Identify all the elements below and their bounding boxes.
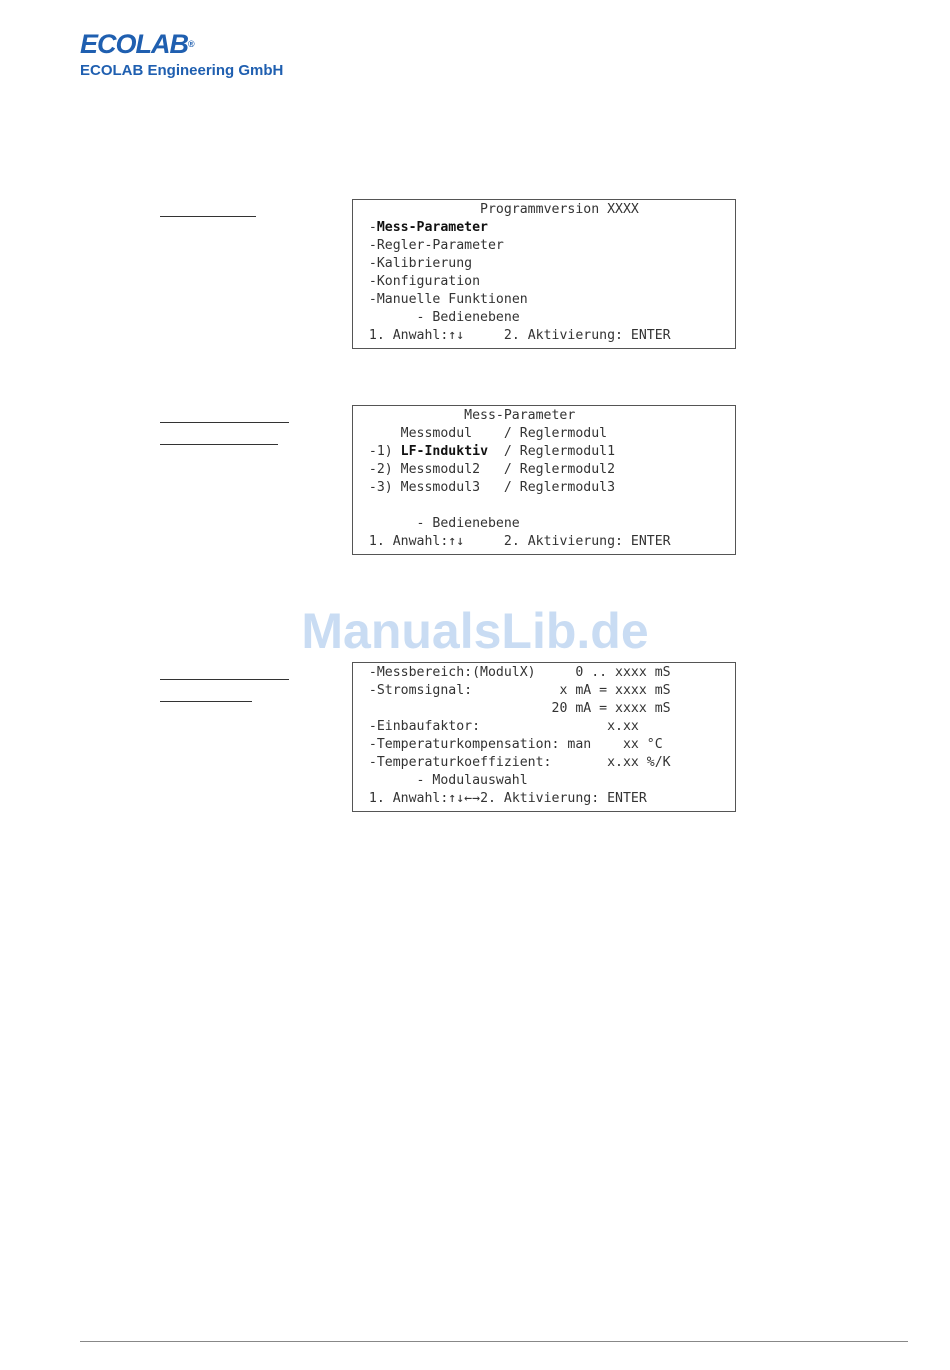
module-row-2[interactable]: -2) Messmodul2 / Reglermodul2 xyxy=(368,462,616,477)
menu-item-kalibrierung[interactable]: -Kalibrierung xyxy=(368,256,473,271)
screen-footer: 1. Anwahl:↑↓ 2. Aktivierung: ENTER xyxy=(368,328,671,343)
blank-line xyxy=(160,422,289,423)
company-name: ECOLAB Engineering GmbH xyxy=(80,62,284,79)
screen-footer: 1. Anwahl:↑↓ 2. Aktivierung: ENTER xyxy=(368,534,671,549)
watermark: ManualsLib.de xyxy=(301,603,649,659)
blank-line xyxy=(160,679,289,680)
setting-stromsignal-20ma[interactable]: 20 mA = xxxx mS xyxy=(368,701,671,716)
screen-footer: 1. Anwahl:↑↓←→2. Aktivierung: ENTER xyxy=(368,791,647,806)
menu-item-konfiguration[interactable]: -Konfiguration xyxy=(368,274,481,289)
setting-temperaturkompensation[interactable]: -Temperaturkompensation: man xx °C xyxy=(368,737,663,752)
footer-divider xyxy=(80,1341,908,1342)
screen-title: Programmversion XXXX xyxy=(480,202,639,217)
company-logo xyxy=(80,30,283,79)
display-screen-module-settings xyxy=(352,662,736,812)
column-headers: Messmodul / Reglermodul xyxy=(400,426,608,441)
screen-title: Mess-Parameter xyxy=(464,408,576,423)
module-row-1[interactable]: -1) LF-Induktiv / Reglermodul1 xyxy=(368,444,616,459)
setting-temperaturkoeffizient[interactable]: -Temperaturkoeffizient: x.xx %/K xyxy=(368,755,671,770)
setting-stromsignal[interactable]: -Stromsignal: x mA = xxxx mS xyxy=(368,683,671,698)
display-screen-mess-parameter xyxy=(352,405,736,555)
module-row-3[interactable]: -3) Messmodul3 / Reglermodul3 xyxy=(368,480,616,495)
up-down-arrows-icon: ↑↓ xyxy=(448,534,465,549)
menu-item-bedienebene[interactable]: - Bedienebene xyxy=(416,310,520,325)
menu-item-bedienebene[interactable]: - Bedienebene xyxy=(416,516,520,531)
menu-item-manuelle-funktionen[interactable]: -Manuelle Funktionen xyxy=(368,292,528,307)
menu-item-regler-parameter[interactable]: -Regler-Parameter xyxy=(368,238,504,253)
setting-einbaufaktor[interactable]: -Einbaufaktor: x.xx xyxy=(368,719,639,734)
menu-item-modulauswahl[interactable]: - Modulauswahl xyxy=(368,773,528,788)
blank-line xyxy=(160,216,256,217)
navigation-arrows-icon: ↑↓←→ xyxy=(448,791,481,806)
menu-item-mess-parameter[interactable]: -Mess-Parameter xyxy=(368,220,488,235)
blank-line xyxy=(160,444,278,445)
up-down-arrows-icon: ↑↓ xyxy=(448,328,465,343)
setting-messbereich[interactable]: -Messbereich:(ModulX) 0 .. xxxx mS xyxy=(368,665,671,680)
display-screen-main-menu xyxy=(352,199,736,349)
blank-line xyxy=(160,701,252,702)
blank-line xyxy=(353,497,735,515)
ecolab-logo-mark: ECOLAB® xyxy=(80,29,194,59)
